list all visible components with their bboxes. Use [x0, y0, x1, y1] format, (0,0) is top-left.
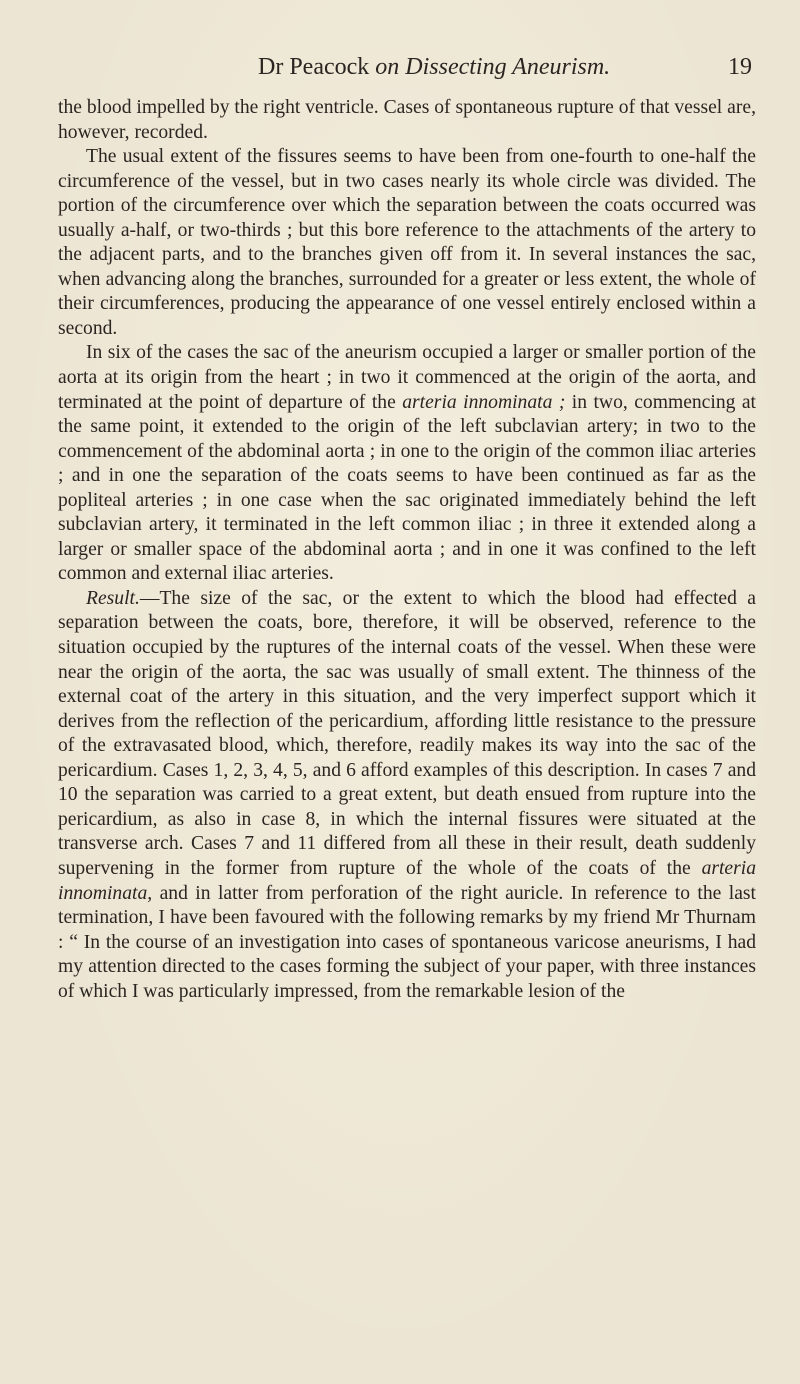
italic-arteria-innominata: arteria innominata ; — [402, 391, 566, 413]
running-head-title — [258, 52, 610, 82]
paragraph-result — [58, 587, 756, 1004]
paragraph-continuation: the blood impelled by the right ventricle. Cases of spontaneous rupture of that vessel are, however, recorded. — [58, 97, 756, 143]
paragraph-result-text-2: and in latter from perforation of the right auricle. In reference to the last termination, I have been favoured with the following remarks by my friend Mr Thurnam : “ In the course of an investigation into cases of spontaneous varicose aneurisms, I had my attention directed to the cases forming the subject of your paper, with three instances of which I was particularly impressed, from the remarkable lesion of the — [58, 882, 756, 1002]
paragraph-sac-extent-text-2: in two, commencing at the same point, it extended to the origin of the left subclavian artery; in two to the commencement of the abdominal aorta ; in one to the origin of the common iliac arteries ; and in one the separation of the coats seems to have been continued as far as the popliteal arteries ; in one case when the sac originated immediately behind the left subclavian artery, it terminated in the left common iliac ; in three it extended along a larger or smaller space of the abdominal aorta ; and in one it was confined to the left common and external iliac arteries. — [58, 391, 757, 585]
running-head-author: Dr Peacock — [258, 54, 370, 80]
body-text — [58, 96, 756, 1004]
running-head-subject: Dissecting Aneurism. — [405, 54, 611, 80]
italic-arteria-innominata-2: arteria innominata, — [58, 857, 756, 904]
paragraph-sac-extent-text-1: In six of the cases the sac of the aneurism occupied a larger or smaller portion of the aorta at its origin from the heart ; in two it commenced at the origin of the aorta, and terminated at the point of departure of the — [58, 342, 756, 413]
page-number: 19 — [728, 54, 752, 80]
result-heading: Result. — [86, 587, 140, 609]
paragraph-fissures: The usual extent of the fissures seems to have been from one-fourth to one-half the circumference of the vessel, but in two cases nearly its whole circle was divided. The portion of the circumference over which the separation between the coats occurred was usually a-half, or two-thirds ; but this bore reference to the attachments of the artery to the adjacent parts, and to the branches given off from it. In several instances the sac, when advancing along the branches, surrounded for a greater or less extent, the whole of their circumferences, producing the appearance of one vessel entirely enclosed within a second. — [58, 146, 756, 339]
paragraph-sac-extent — [58, 341, 756, 586]
paragraph-result-text-1: —The size of the sac, or the extent to which the blood had effected a separation between the coats, bore, therefore, it will be observed, reference to the situation occupied by the ruptures of the internal coats of the vessel. When these were near the origin of the aorta, the sac was usually of small extent. The thinness of the external coat of the artery in this situation, and the very imperfect support which it derives from the reflection of the pericardium, affording little resistance to the pressure of the extravasated blood, which, therefore, readily makes its way into the sac of the pericardium. Cases 1, 2, 3, 4, 5, and 6 afford examples of this description. In cases 7 and 10 the separation was carried to a great extent, but death ensued from rupture into the pericardium, as also in case 8, in which the internal fissures were situated at the transverse arch. Cases 7 and 11 differed from all these in their result, death suddenly supervening in the former from rupture of the whole of the coats of the — [58, 587, 756, 879]
running-head — [58, 52, 756, 96]
running-head-on: on — [375, 54, 400, 80]
